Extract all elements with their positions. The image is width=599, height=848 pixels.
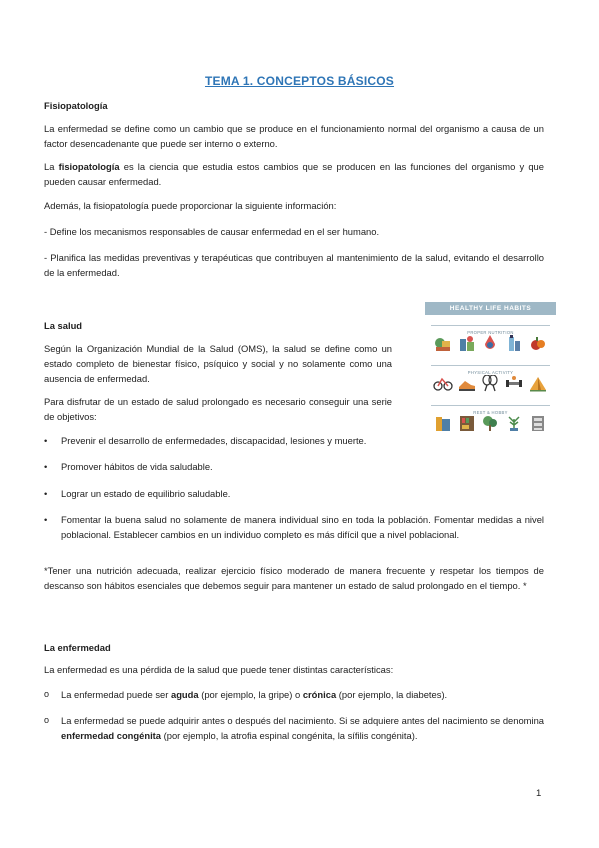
list-item-text: Promover hábitos de vida saludable. [61,461,213,472]
list-item-text: Fomentar la buena salud no solamente de manera individual sino en toda la población. Fomentar medidas a nivel poblacional. Establecer cambios en un individuo completo es más difícil que a nivel poblacional. [61,514,544,540]
infographic-section [425,399,556,415]
text-span: La enfermedad se puede adquirir antes o después del nacimiento. Si se adquiere antes del nacimiento se denomina [61,715,544,726]
fisio-item-2: - Planifica las medidas preventivas y terapéuticas que contribuyen al mantenimiento de la salud, evitando el desarrollo de la enfermedad. [44,252,544,278]
text-span: (por ejemplo, la atrofia espinal congénita, la sífilis congénita). [161,730,418,741]
infographic-header: HEALTHY LIFE HABITS [425,302,556,315]
salud-note: *Tener una nutrición adecuada, realizar ejercicio físico moderado de manera frecuente y respetar los tiempos de descanso son hábitos esenciales que debemos seguir para mantener un estado de salud prolongado en el tiempo. * [44,565,544,591]
bold-term: crónica [302,689,337,700]
salud-paragraph-2: Para disfrutar de un estado de salud prolongado es necesario conseguir una serie de objetivos: [44,396,392,422]
heading-la-salud: La salud [44,320,83,331]
bullet-marker: • [44,488,48,499]
bullet-marker: • [44,461,48,472]
section-label-nutrition: PROPER NUTRITION [464,330,516,335]
bold-term: fisiopatología [58,161,120,172]
text-span: La enfermedad puede ser [61,689,171,700]
list-item-text: Lograr un estado de equilibrio saludable. [61,488,231,499]
section-label-rest: REST & HOBBY [470,410,510,415]
fisio-item-1: - Define los mecanismos responsables de causar enfermedad en el ser humano. [44,226,380,237]
page-title: TEMA 1. CONCEPTOS BÁSICOS [204,74,395,88]
section-label-activity: PHYSICAL ACTIVITY [465,370,516,375]
heading-la-enfermedad: La enfermedad [44,642,111,653]
o-marker: o [44,689,50,699]
infographic-section [425,359,556,375]
bold-term: enfermedad congénita [61,730,162,741]
enfermedad-paragraph-1: La enfermedad es una pérdida de la salud que puede tener distintas características: [44,664,394,675]
bullet-marker: • [44,514,48,525]
o-marker: o [44,715,50,725]
bold-term: aguda [170,689,199,700]
fisio-paragraph-1: La enfermedad se define como un cambio que se produce en el funcionamiento normal del organismo a causa de un factor desencadenante que puede ser interno o externo. [44,123,544,149]
text-span: (por ejemplo, la diabetes). [336,689,448,700]
heading-fisiopatologia: Fisiopatología [44,100,108,111]
list-item-text: Prevenir el desarrollo de enfermedades, discapacidad, lesiones y muerte. [61,435,367,446]
fisio-paragraph-3: Además, la fisiopatología puede proporcionar la siguiente información: [44,200,337,211]
bullet-marker: • [44,435,48,446]
salud-paragraph-1: Según la Organización Mundial de la Salud (OMS), la salud se define como un estado completo de bienestar físico, psíquico y social y no solamente como una ausencia de enfermedad. [44,343,392,384]
text-span: (por ejemplo, la gripe) o [198,689,303,700]
text-span: La [44,161,59,172]
fisio-paragraph-2 [44,159,544,189]
infographic-section [425,319,556,335]
healthy-habits-infographic [425,302,556,447]
text-span: es la ciencia que estudia estos cambios que se producen en las funciones del organismo y que pueden causar enfermedad. [44,161,544,187]
list-item-text [61,713,544,743]
page-number: 1 [536,788,542,799]
list-item-text [61,687,544,702]
